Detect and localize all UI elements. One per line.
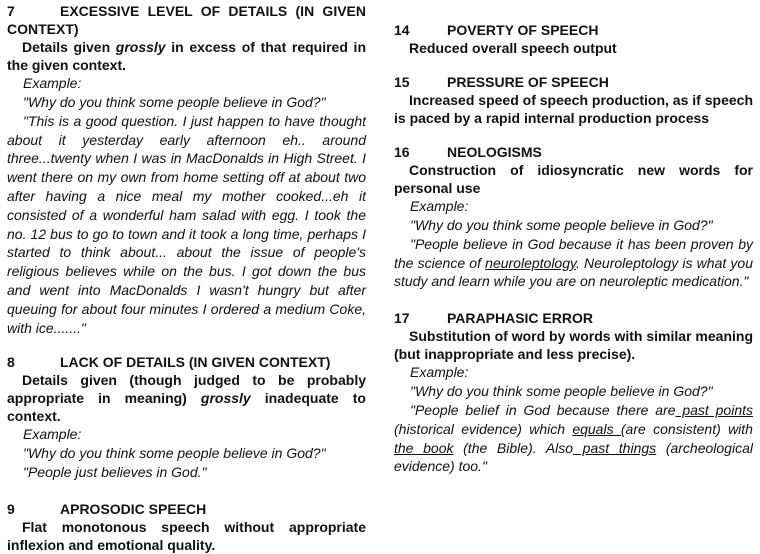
section-heading bbox=[7, 353, 366, 371]
section-definition: Reduced overall speech output bbox=[409, 40, 617, 56]
example-question: "Why do you think some people believe in God?" bbox=[23, 94, 326, 110]
section-16 bbox=[394, 143, 753, 291]
answer-underlined-term: the book bbox=[394, 439, 454, 456]
answer-text: . Neuroleptology is what you study and learn while you are on neuroleptic medication." bbox=[394, 254, 754, 290]
answer-text: (historical evidence) which bbox=[394, 420, 573, 437]
section-definition bbox=[7, 371, 366, 425]
example-answer: "This is a good question. I just happen to have thought about it yesterday early afternoon eh.. around three...twenty when I was in MacDonalds in High Street. I went there on my own from home setting off at about two after having a nice meal my mother cooked...eh it consisted of a wonderful ham salad with egg. I took the no. 12 bus to go to town and it took a long time, perhaps I started to think about... about the issue of people's religious believes while on the bus. I got down the bus and went into MacDonalds I wasn't hungry but after queuing for about four minutes I ordered a medium Coke, with ice......." bbox=[7, 112, 366, 336]
section-number: 16 bbox=[394, 144, 410, 160]
example-label: Example: bbox=[410, 198, 469, 214]
example-answer: "People just believes in God." bbox=[23, 464, 207, 481]
example-label: Example: bbox=[410, 364, 469, 381]
answer-underlined-term: past things bbox=[573, 439, 657, 456]
definition-emphasis: grossly bbox=[200, 390, 251, 407]
section-heading bbox=[7, 2, 366, 38]
section-title: PRESSURE OF SPEECH bbox=[447, 74, 609, 90]
answer-text: "People believe in God because it has been proven by the science of bbox=[394, 235, 753, 271]
definition-emphasis: grossly bbox=[115, 39, 166, 55]
section-number: 7 bbox=[7, 3, 15, 19]
section-definition bbox=[7, 38, 366, 74]
section-heading bbox=[394, 143, 753, 161]
section-title: LACK OF DETAILS (IN GIVEN CONTEXT) bbox=[60, 354, 331, 371]
section-7 bbox=[7, 2, 366, 337]
left-column bbox=[7, 2, 366, 554]
section-9 bbox=[7, 500, 366, 554]
section-number: 15 bbox=[394, 74, 410, 90]
section-14 bbox=[394, 21, 753, 57]
example-question: "Why do you think some people believe in God?" bbox=[23, 445, 326, 462]
answer-underlined-term: equals bbox=[572, 420, 621, 437]
answer-text: (the Bible). Also bbox=[453, 439, 573, 456]
section-number: 14 bbox=[394, 22, 410, 38]
answer-text: (archeological evidence) too." bbox=[394, 439, 753, 475]
answer-underlined-term: neuroleptology bbox=[485, 254, 576, 271]
section-title: POVERTY OF SPEECH bbox=[447, 22, 599, 38]
example-answer bbox=[394, 235, 753, 291]
example-label: Example: bbox=[23, 75, 82, 91]
section-title: APROSODIC SPEECH bbox=[60, 500, 207, 517]
section-title: NEOLOGISMS bbox=[447, 144, 542, 160]
definition-text: inadequate to context. bbox=[7, 390, 366, 425]
section-number: 9 bbox=[7, 500, 15, 517]
section-8 bbox=[7, 353, 366, 482]
section-heading bbox=[394, 309, 753, 327]
section-definition: Construction of idiosyncratic new words for personal use bbox=[394, 162, 753, 196]
definition-text: in excess of that required in the given context. bbox=[7, 39, 366, 73]
definition-text: Details given (though judged to be probably appropriate in meaning) bbox=[7, 372, 366, 407]
example-label: Example: bbox=[23, 426, 82, 443]
section-heading bbox=[7, 500, 366, 518]
answer-text: (are consistent) with bbox=[620, 420, 753, 437]
answer-text: "People belief in God because there are bbox=[410, 401, 676, 418]
section-definition: Increased speed of speech production, as if speech is paced by a rapid internal production process bbox=[394, 92, 753, 126]
section-definition: Substitution of word by words with similar meaning (but inappropriate and less precise). bbox=[394, 328, 753, 363]
section-number: 17 bbox=[394, 310, 410, 327]
section-definition: Flat monotonous speech without appropriate inflexion and emotional quality. bbox=[7, 518, 366, 553]
section-17 bbox=[394, 309, 753, 476]
section-15 bbox=[394, 73, 753, 127]
definition-text: Details given bbox=[22, 39, 116, 55]
section-number: 8 bbox=[7, 354, 15, 371]
section-title: EXCESSIVE LEVEL OF DETAILS (IN GIVEN CONTEXT) bbox=[7, 3, 366, 37]
section-heading bbox=[394, 73, 753, 91]
answer-underlined-term: past points bbox=[675, 401, 753, 418]
example-question: "Why do you think some people believe in God?" bbox=[410, 217, 713, 233]
section-title: PARAPHASIC ERROR bbox=[447, 310, 593, 327]
right-column bbox=[394, 21, 753, 476]
example-answer bbox=[394, 401, 753, 476]
section-heading bbox=[394, 21, 753, 39]
example-question: "Why do you think some people believe in God?" bbox=[410, 383, 713, 400]
